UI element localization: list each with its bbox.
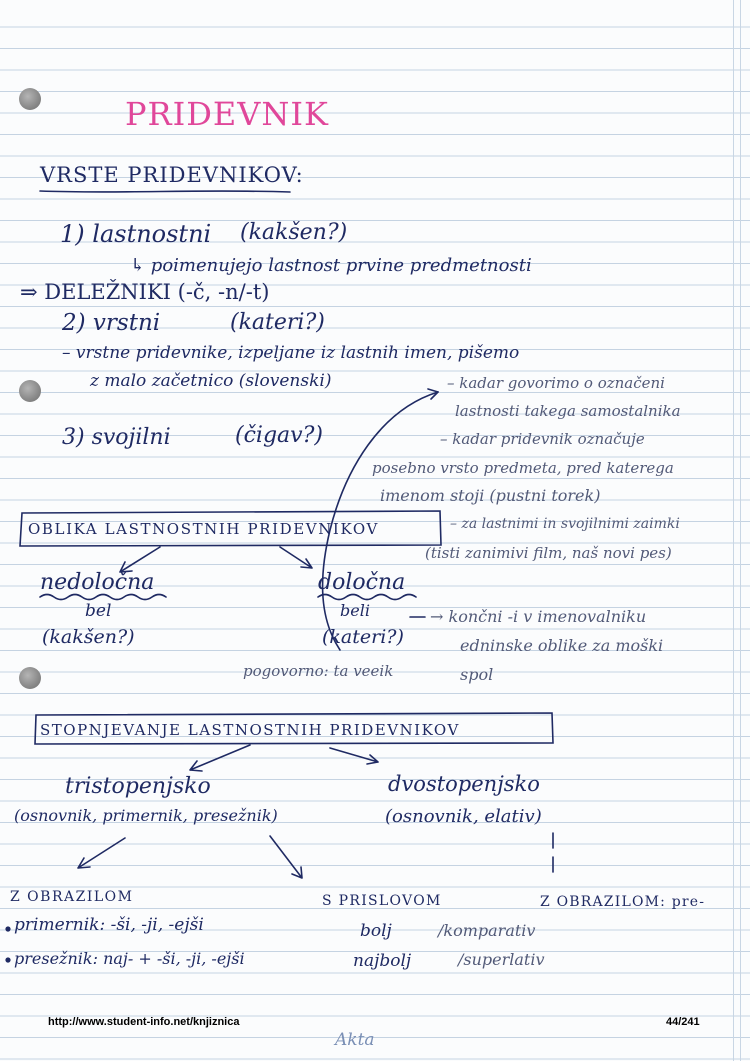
form-definite: določna bbox=[318, 570, 406, 595]
two-level: dvostopenjsko bbox=[388, 772, 540, 796]
heading-underline bbox=[40, 191, 290, 192]
type-vrstni-note: z malo začetnico (slovenski) bbox=[90, 371, 332, 391]
bullet-icon bbox=[6, 958, 10, 962]
arrow-icon bbox=[280, 547, 312, 568]
bullet-icon bbox=[6, 927, 10, 931]
with-suffix-heading-2: Z OBRAZILOM: pre- bbox=[540, 894, 706, 910]
adverb-comparative: bolj bbox=[360, 921, 392, 941]
section-heading-forms: OBLIKA LASTNOSTNIH PRIDEVNIKOV bbox=[28, 520, 379, 538]
type-lastnostni-note: ↳ poimenujejo lastnost prvine predmetnosti bbox=[130, 255, 532, 276]
form-indefinite-question: (kakšen?) bbox=[42, 626, 135, 648]
degrees-heading-box bbox=[35, 713, 553, 744]
arrow-icon bbox=[330, 748, 378, 764]
with-adverb-heading: S PRISLOVOM bbox=[322, 893, 442, 909]
definite-ending-note: spol bbox=[460, 665, 494, 684]
side-note: imenom stoji (pustni torek) bbox=[380, 486, 601, 505]
two-level-items: (osnovnik, elativ) bbox=[385, 806, 542, 827]
side-note: – kadar pridevnik označuje bbox=[440, 430, 645, 448]
form-definite-example: beli bbox=[340, 601, 370, 620]
definite-underline bbox=[318, 595, 416, 600]
comparative-label: /komparativ bbox=[438, 921, 536, 940]
forms-heading-box bbox=[20, 511, 441, 546]
definite-ending-note: → končni -i v imenovalniku bbox=[430, 607, 647, 626]
footer-url: http://www.student-info.net/knjiznica bbox=[48, 1016, 240, 1028]
type-lastnostni: 1) lastnostni bbox=[60, 220, 212, 248]
section-heading-types: VRSTE PRIDEVNIKOV: bbox=[40, 163, 304, 187]
side-note: – kadar govorimo o označeni bbox=[447, 374, 665, 392]
type-vrstni: 2) vrstni bbox=[62, 310, 161, 336]
side-note: lastnosti takega samostalnika bbox=[455, 402, 681, 420]
comparative-suffixes: primernik: -ši, -ji, -ejši bbox=[14, 915, 204, 935]
side-note: posebno vrsto predmeta, pred katerega bbox=[372, 459, 674, 477]
arrow-icon bbox=[78, 838, 125, 868]
arrow-icon bbox=[120, 547, 160, 572]
type-svojilni: 3) svojilni bbox=[62, 425, 171, 450]
side-note: (tisti zanimivi film, naš novi pes) bbox=[425, 544, 672, 562]
arrow-icon bbox=[190, 745, 250, 771]
type-lastnostni-question: (kakšen?) bbox=[240, 220, 348, 245]
brand-logo: Akta bbox=[335, 1030, 375, 1050]
adverb-superlative: najbolj bbox=[353, 951, 412, 971]
arrow-icon bbox=[270, 836, 302, 878]
type-svojilni-question: (čigav?) bbox=[235, 423, 323, 448]
side-note: – za lastnimi in svojilnimi zaimki bbox=[450, 516, 680, 532]
form-indefinite-example: bel bbox=[85, 601, 112, 621]
type-vrstni-question: (kateri?) bbox=[230, 310, 325, 335]
type-vrstni-note: – vrstne pridevnike, izpeljane iz lastnih imen, pišemo bbox=[62, 343, 520, 363]
delezniki-note: ⇒ DELEŽNIKI (-č, -n/-t) bbox=[20, 280, 270, 304]
definite-ending-note: edninske oblike za moški bbox=[460, 636, 664, 655]
with-suffix-heading: Z OBRAZILOM bbox=[10, 889, 134, 905]
superlative-suffixes: presežnik: naj- + -ši, -ji, -ejši bbox=[14, 949, 245, 968]
page-title: PRIDEVNIK bbox=[125, 95, 329, 133]
superlative-label: /superlativ bbox=[458, 950, 545, 969]
form-indefinite: nedoločna bbox=[40, 570, 155, 595]
three-level-items: (osnovnik, primernik, presežnik) bbox=[14, 806, 278, 825]
footer-page-number: 44/241 bbox=[666, 1016, 700, 1028]
indefinite-underline bbox=[40, 595, 166, 600]
form-definite-question: (kateri?) bbox=[322, 626, 404, 648]
section-heading-degrees: STOPNJEVANJE LASTNOSTNIH PRIDEVNIKOV bbox=[40, 721, 460, 739]
colloquial-note: pogovorno: ta veeik bbox=[243, 662, 394, 680]
three-level: tristopenjsko bbox=[65, 774, 211, 799]
connector-curve bbox=[323, 392, 438, 650]
